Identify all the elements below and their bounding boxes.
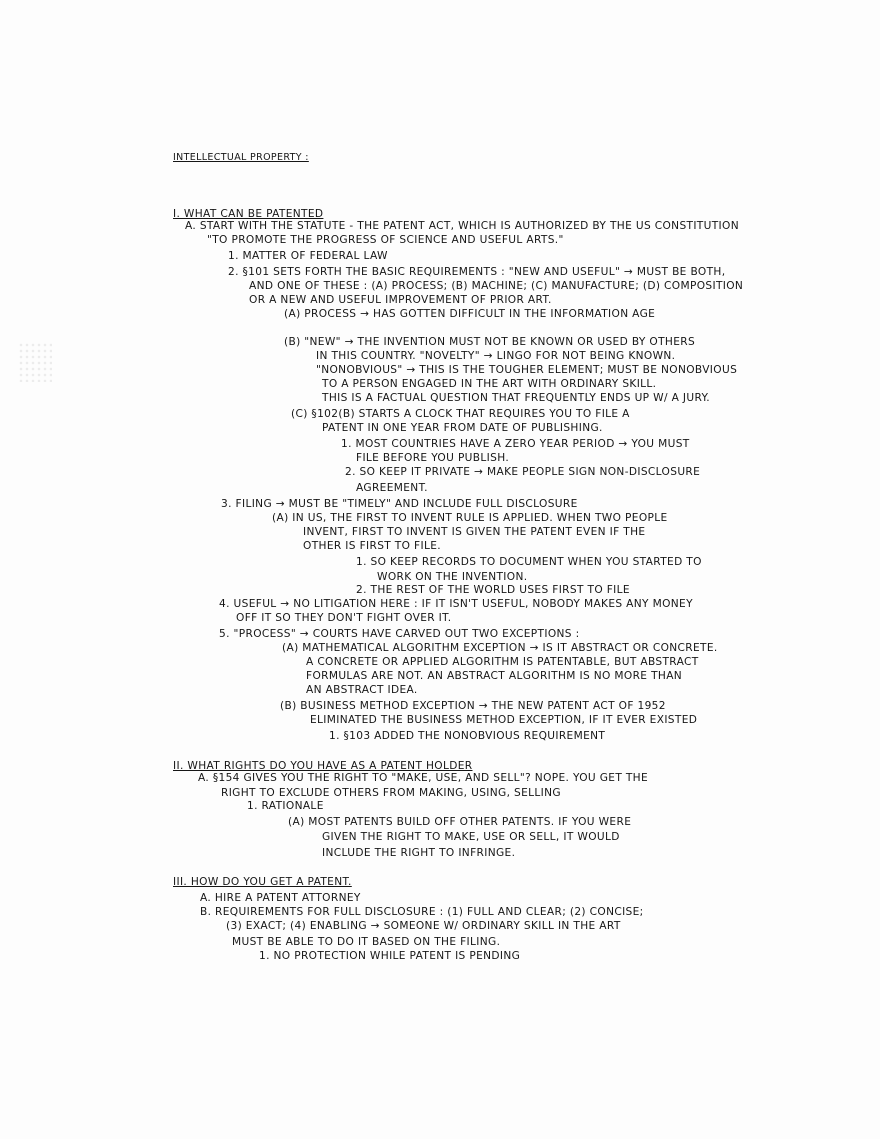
note-line: 3. FILING → MUST BE "TIMELY" AND INCLUDE FULL DISCLOSURE [221, 498, 578, 510]
note-line: AN ABSTRACT IDEA. [306, 684, 418, 696]
note-line: INVENT, FIRST TO INVENT IS GIVEN THE PATENT EVEN IF THE [303, 526, 646, 538]
note-line: THIS IS A FACTUAL QUESTION THAT FREQUENTLY ENDS UP W/ A JURY. [322, 392, 710, 404]
note-line: 1. NO PROTECTION WHILE PATENT IS PENDING [259, 950, 521, 962]
note-line: 4. USEFUL → NO LITIGATION HERE : IF IT ISN'T USEFUL, NOBODY MAKES ANY MONEY [219, 598, 693, 610]
scan-artifact [18, 342, 52, 382]
note-line: 1. MATTER OF FEDERAL LAW [228, 250, 388, 262]
note-line: PATENT IN ONE YEAR FROM DATE OF PUBLISHING. [322, 422, 603, 434]
note-line: 2. THE REST OF THE WORLD USES FIRST TO FILE [356, 584, 630, 596]
note-line: (3) EXACT; (4) ENABLING → SOMEONE W/ ORDINARY SKILL IN THE ART [226, 920, 621, 932]
note-line: FILE BEFORE YOU PUBLISH. [356, 452, 510, 464]
note-line: A. HIRE A PATENT ATTORNEY [200, 892, 361, 904]
note-line: (A) MOST PATENTS BUILD OFF OTHER PATENTS. IF YOU WERE [288, 816, 632, 828]
note-line: (A) MATHEMATICAL ALGORITHM EXCEPTION → IS IT ABSTRACT OR CONCRETE. [282, 642, 718, 654]
section-heading: II. WHAT RIGHTS DO YOU HAVE AS A PATENT HOLDER [173, 760, 473, 772]
note-line: OTHER IS FIRST TO FILE. [303, 540, 441, 552]
note-line: OR A NEW AND USEFUL IMPROVEMENT OF PRIOR ART. [249, 294, 552, 306]
note-line: A. §154 GIVES YOU THE RIGHT TO "MAKE, USE, AND SELL"? NOPE. YOU GET THE [198, 772, 649, 784]
section-heading: I. WHAT CAN BE PATENTED [173, 208, 324, 220]
note-line: 1. MOST COUNTRIES HAVE A ZERO YEAR PERIOD → YOU MUST [341, 438, 690, 450]
note-line: GIVEN THE RIGHT TO MAKE, USE OR SELL, IT WOULD [322, 831, 620, 843]
note-line: "TO PROMOTE THE PROGRESS OF SCIENCE AND USEFUL ARTS." [207, 234, 564, 246]
note-line: TO A PERSON ENGAGED IN THE ART WITH ORDINARY SKILL. [322, 378, 657, 390]
note-line: A. START WITH THE STATUTE - THE PATENT ACT, WHICH IS AUTHORIZED BY THE US CONSTITUTION [185, 220, 739, 232]
note-line: OFF IT SO THEY DON'T FIGHT OVER IT. [236, 612, 452, 624]
note-line: FORMULAS ARE NOT. AN ABSTRACT ALGORITHM IS NO MORE THAN [306, 670, 683, 682]
note-line: (C) §102(B) STARTS A CLOCK THAT REQUIRES YOU TO FILE A [291, 408, 630, 420]
note-line: 1. §103 ADDED THE NONOBVIOUS REQUIREMENT [329, 730, 606, 742]
note-line: AGREEMENT. [356, 482, 428, 494]
note-line: INCLUDE THE RIGHT TO INFRINGE. [322, 847, 516, 859]
note-line: ELIMINATED THE BUSINESS METHOD EXCEPTION, IF IT EVER EXISTED [310, 714, 698, 726]
note-line: 2. §101 SETS FORTH THE BASIC REQUIREMENTS : "NEW AND USEFUL" → MUST BE BOTH, [228, 266, 726, 278]
note-line: 1. RATIONALE [247, 800, 324, 812]
note-line: 1. SO KEEP RECORDS TO DOCUMENT WHEN YOU STARTED TO [356, 556, 702, 568]
note-line: RIGHT TO EXCLUDE OTHERS FROM MAKING, USING, SELLING [221, 787, 561, 799]
note-line: 5. "PROCESS" → COURTS HAVE CARVED OUT TWO EXCEPTIONS : [219, 628, 580, 640]
note-line: (B) "NEW" → THE INVENTION MUST NOT BE KNOWN OR USED BY OTHERS [284, 336, 696, 348]
note-line: A CONCRETE OR APPLIED ALGORITHM IS PATENTABLE, BUT ABSTRACT [306, 656, 699, 668]
note-line: (A) PROCESS → HAS GOTTEN DIFFICULT IN THE INFORMATION AGE [284, 308, 656, 320]
note-line: "NONOBVIOUS" → THIS IS THE TOUGHER ELEMENT; MUST BE NONOBVIOUS [316, 364, 738, 376]
page-title: INTELLECTUAL PROPERTY : [173, 152, 309, 163]
note-line: (B) BUSINESS METHOD EXCEPTION → THE NEW PATENT ACT OF 1952 [280, 700, 666, 712]
note-line: WORK ON THE INVENTION. [377, 571, 528, 583]
note-line: B. REQUIREMENTS FOR FULL DISCLOSURE : (1) FULL AND CLEAR; (2) CONCISE; [200, 906, 644, 918]
note-line: MUST BE ABLE TO DO IT BASED ON THE FILING. [232, 936, 501, 948]
section-heading: III. HOW DO YOU GET A PATENT. [173, 876, 352, 888]
note-line: IN THIS COUNTRY. "NOVELTY" → LINGO FOR NOT BEING KNOWN. [316, 350, 676, 362]
note-line: (A) IN US, THE FIRST TO INVENT RULE IS APPLIED. WHEN TWO PEOPLE [272, 512, 668, 524]
note-line: 2. SO KEEP IT PRIVATE → MAKE PEOPLE SIGN NON-DISCLOSURE [345, 466, 701, 478]
note-line: AND ONE OF THESE : (A) PROCESS; (B) MACHINE; (C) MANUFACTURE; (D) COMPOSITION [249, 280, 744, 292]
